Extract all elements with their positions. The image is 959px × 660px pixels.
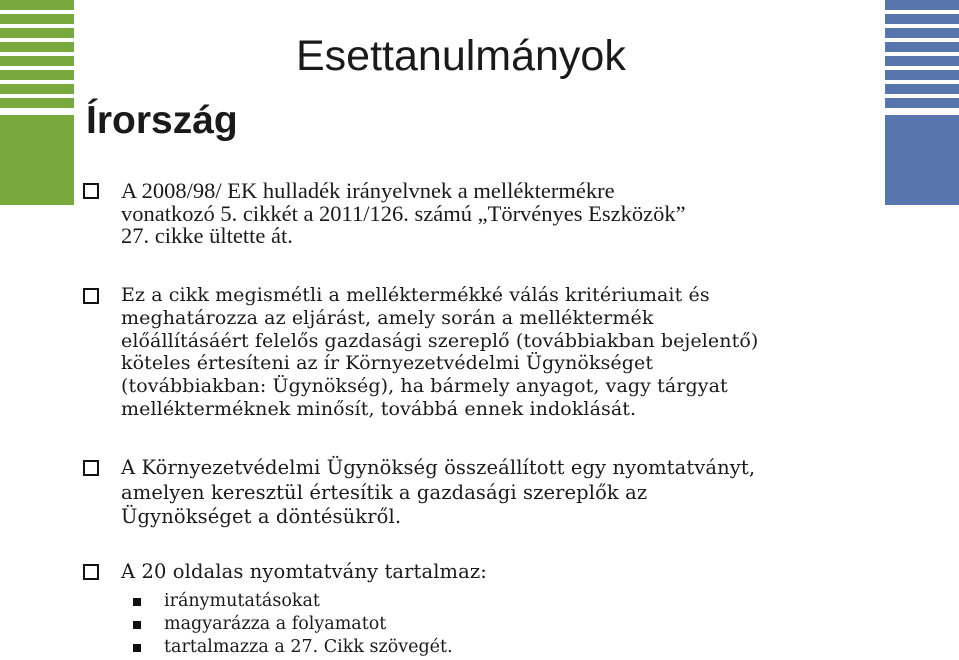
list-item: tartalmazza a 27. Cikk szövegét. (133, 636, 453, 659)
checkbox-outline-icon (83, 288, 99, 304)
list-item: magyarázza a folyamatot (133, 613, 453, 636)
bullet-4-text: A 20 oldalas nyomtatvány tartalmaz: (121, 560, 487, 583)
checkbox-outline-icon (83, 564, 99, 580)
square-bullet-icon (133, 644, 141, 652)
slide-subtitle: Írország (86, 99, 238, 142)
bullet-1-text: A 2008/98/ EK hulladék irányelvnek a melléktermékre vonatkozó 5. cikkét a 2011/126. számú „Törvényes Eszközök” 27. cikke ültette át. (121, 178, 686, 248)
bullet-3-text: A Környezetvédelmi Ügynökség összeállított egy nyomtatványt, amelyen keresztül értesítik a gazdasági szereplők az Ügynökséget a döntésükről. (121, 456, 756, 528)
list-item: iránymutatásokat (133, 590, 453, 613)
sub-list (133, 590, 453, 659)
slide-title: Esettanulmányok (296, 32, 626, 80)
checkbox-outline-icon (83, 460, 99, 476)
square-bullet-icon (133, 598, 141, 606)
checkbox-outline-icon (83, 183, 99, 199)
bullet-2-text: Ez a cikk megismétli a melléktermékké válás kritériumait és meghatározza az eljárást, amely során a melléktermék előállításáért felelős gazdasági szereplő (továbbiakban bejelentő) köteles értesíteni az ír Környezetvédelmi Ügynökséget (továbbiakban: Ügynökség), ha bármely anyagot, vagy tárgyat mellékterméknek minősít, továbbá ennek indoklását. (121, 284, 759, 420)
square-bullet-icon (133, 621, 141, 629)
